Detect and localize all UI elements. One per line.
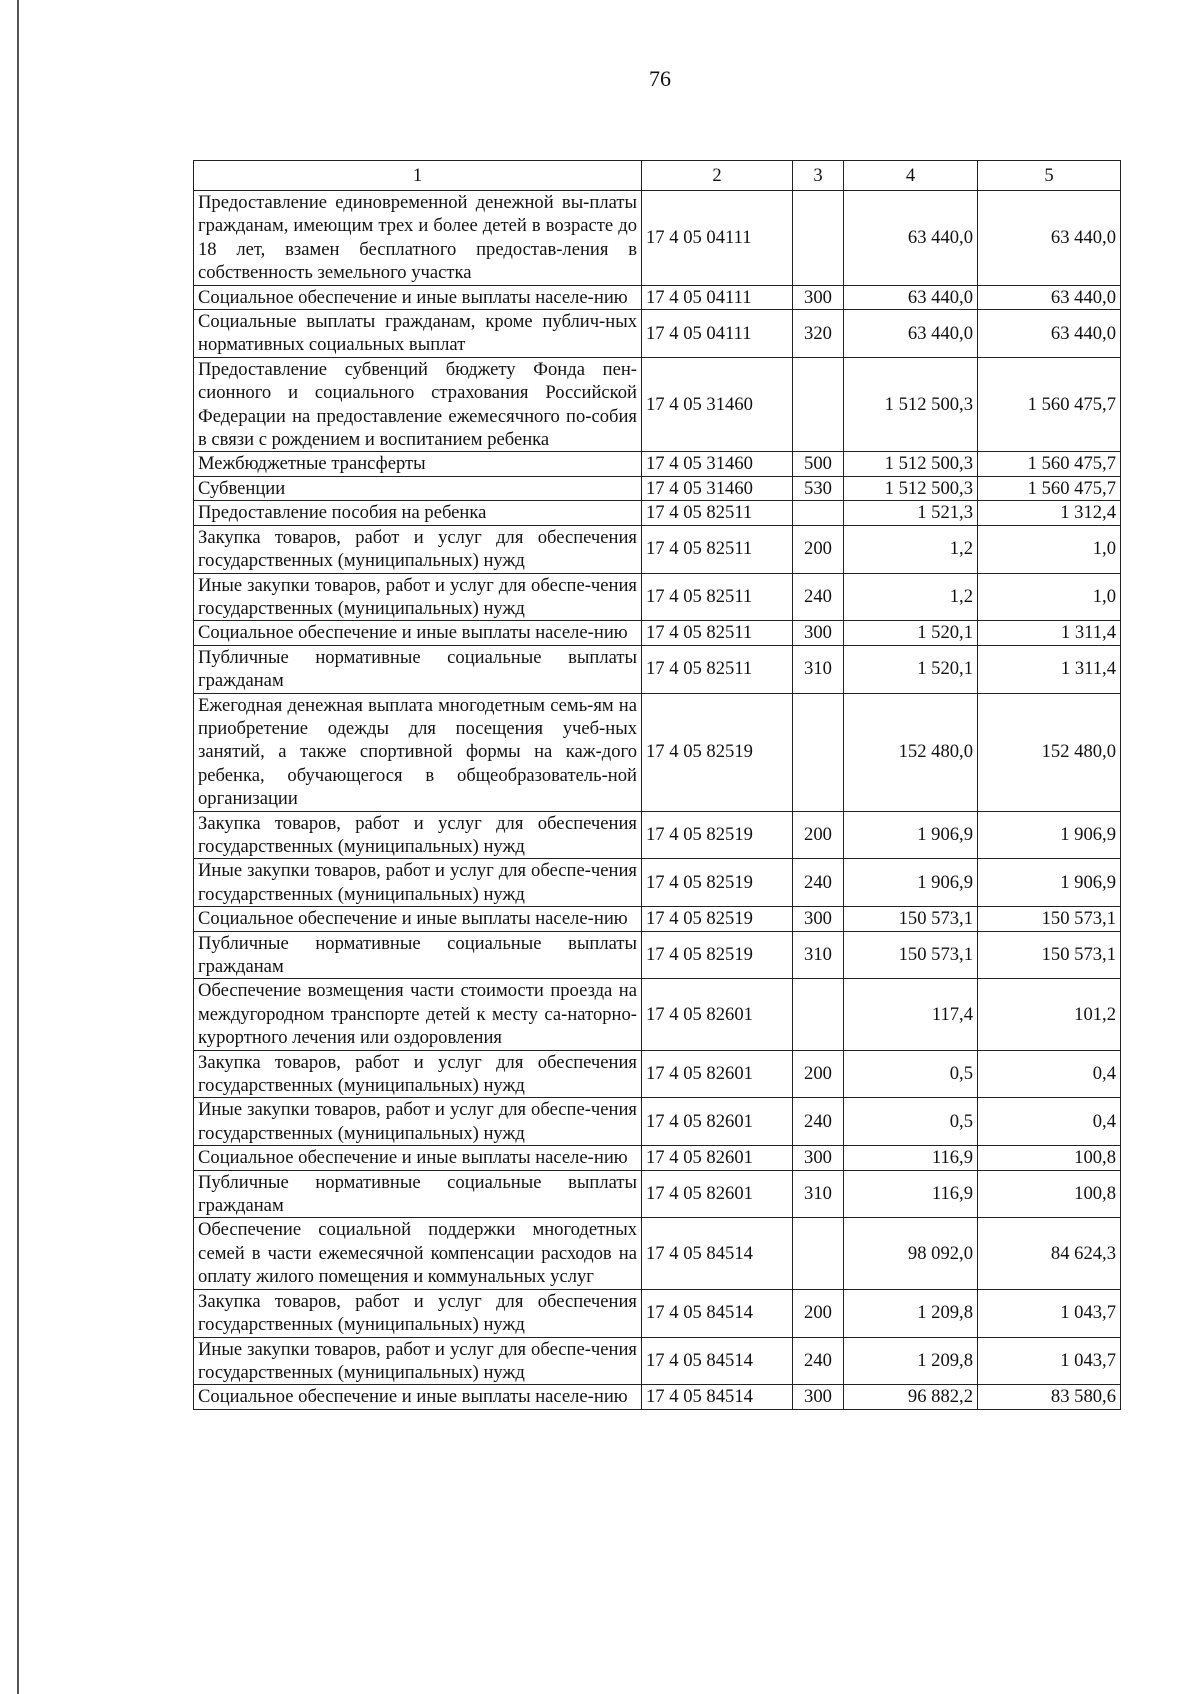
row-value-col4-cell: 0,5 — [844, 1098, 978, 1146]
row-name-cell: Ежегодная денежная выплата многодетным семь-ям на приобретение одежды для посещения учеб-ных занятий, а также спортивной формы на каж-дого ребенка, обучающегося в общеобразователь-ной организации — [194, 693, 642, 811]
row-value-col5-cell: 1,0 — [978, 525, 1121, 573]
row-code-cell: 17 4 05 82601 — [642, 979, 793, 1050]
row-type-cell: 300 — [793, 1146, 844, 1170]
row-type-cell: 200 — [793, 1289, 844, 1337]
row-value-col5-cell: 100,8 — [978, 1170, 1121, 1218]
row-type-cell: 300 — [793, 907, 844, 931]
row-code-cell: 17 4 05 84514 — [642, 1289, 793, 1337]
row-type-cell: 200 — [793, 525, 844, 573]
table-row — [194, 1146, 1121, 1170]
row-value-col5-cell: 1 906,9 — [978, 859, 1121, 907]
row-code-cell: 17 4 05 04111 — [642, 191, 793, 286]
row-type-cell: 310 — [793, 1170, 844, 1218]
table-row — [194, 1289, 1121, 1337]
row-value-col4-cell: 1 512 500,3 — [844, 452, 978, 476]
row-value-col5-cell: 101,2 — [978, 979, 1121, 1050]
row-value-col5-cell: 1 560 475,7 — [978, 357, 1121, 452]
row-name-cell: Иные закупки товаров, работ и услуг для обеспе-чения государственных (муниципальных) нужд — [194, 573, 642, 621]
row-name-cell: Социальное обеспечение и иные выплаты населе-нию — [194, 1385, 642, 1409]
row-code-cell: 17 4 05 82601 — [642, 1098, 793, 1146]
row-value-col5-cell: 1 043,7 — [978, 1337, 1121, 1385]
row-value-col5-cell: 63 440,0 — [978, 191, 1121, 286]
table-row — [194, 907, 1121, 931]
row-name-cell: Социальные выплаты гражданам, кроме публич-ных нормативных социальных выплат — [194, 310, 642, 358]
row-value-col4-cell: 1 906,9 — [844, 811, 978, 859]
row-value-col5-cell: 150 573,1 — [978, 931, 1121, 979]
row-value-col5-cell: 1 311,4 — [978, 621, 1121, 645]
row-code-cell: 17 4 05 82511 — [642, 621, 793, 645]
row-code-cell: 17 4 05 82519 — [642, 907, 793, 931]
row-code-cell: 17 4 05 82601 — [642, 1146, 793, 1170]
row-value-col4-cell: 1 512 500,3 — [844, 476, 978, 500]
table-row — [194, 621, 1121, 645]
table-row — [194, 285, 1121, 309]
row-value-col5-cell: 100,8 — [978, 1146, 1121, 1170]
row-value-col4-cell: 116,9 — [844, 1146, 978, 1170]
row-type-cell: 320 — [793, 310, 844, 358]
row-type-cell: 240 — [793, 859, 844, 907]
table-row — [194, 1170, 1121, 1218]
row-code-cell: 17 4 05 82511 — [642, 501, 793, 525]
row-code-cell: 17 4 05 84514 — [642, 1385, 793, 1409]
row-code-cell: 17 4 05 82511 — [642, 573, 793, 621]
row-value-col4-cell: 1 209,8 — [844, 1289, 978, 1337]
row-type-cell: 300 — [793, 621, 844, 645]
table-row — [194, 931, 1121, 979]
row-value-col4-cell: 98 092,0 — [844, 1218, 978, 1289]
table-row — [194, 1218, 1121, 1289]
row-value-col4-cell: 63 440,0 — [844, 310, 978, 358]
row-value-col4-cell: 150 573,1 — [844, 931, 978, 979]
row-value-col4-cell: 1 520,1 — [844, 621, 978, 645]
row-name-cell: Предоставление единовременной денежной вы-платы гражданам, имеющим трех и более детей в возрасте до 18 лет, взамен бесплатного предостав-ления в собственность земельного участка — [194, 191, 642, 286]
row-value-col5-cell: 63 440,0 — [978, 285, 1121, 309]
row-value-col5-cell: 1 311,4 — [978, 645, 1121, 693]
row-code-cell: 17 4 05 82519 — [642, 859, 793, 907]
table-row — [194, 1098, 1121, 1146]
row-value-col5-cell: 83 580,6 — [978, 1385, 1121, 1409]
budget-table — [193, 160, 1121, 1410]
row-value-col5-cell: 152 480,0 — [978, 693, 1121, 811]
row-name-cell: Социальное обеспечение и иные выплаты населе-нию — [194, 285, 642, 309]
row-name-cell: Публичные нормативные социальные выплаты гражданам — [194, 1170, 642, 1218]
row-value-col5-cell: 84 624,3 — [978, 1218, 1121, 1289]
row-type-cell: 200 — [793, 1050, 844, 1098]
row-type-cell: 200 — [793, 811, 844, 859]
row-value-col5-cell: 63 440,0 — [978, 310, 1121, 358]
row-type-cell: 310 — [793, 645, 844, 693]
row-value-col4-cell: 63 440,0 — [844, 285, 978, 309]
row-code-cell: 17 4 05 31460 — [642, 357, 793, 452]
table-row — [194, 859, 1121, 907]
row-name-cell: Публичные нормативные социальные выплаты гражданам — [194, 931, 642, 979]
row-name-cell: Иные закупки товаров, работ и услуг для обеспе-чения государственных (муниципальных) нужд — [194, 1337, 642, 1385]
row-type-cell — [793, 191, 844, 286]
row-value-col5-cell: 1 560 475,7 — [978, 452, 1121, 476]
row-type-cell: 530 — [793, 476, 844, 500]
row-value-col4-cell: 1 521,3 — [844, 501, 978, 525]
row-code-cell: 17 4 05 82519 — [642, 693, 793, 811]
row-value-col5-cell: 1 312,4 — [978, 501, 1121, 525]
row-code-cell: 17 4 05 82511 — [642, 525, 793, 573]
row-name-cell: Обеспечение возмещения части стоимости проезда на междугородном транспорте детей к месту са-наторно-курортного лечения или оздоровления — [194, 979, 642, 1050]
page-number: 76 — [649, 66, 671, 91]
table-row — [194, 811, 1121, 859]
table-row — [194, 979, 1121, 1050]
header-row — [194, 161, 1121, 191]
row-value-col4-cell: 1,2 — [844, 573, 978, 621]
header-col-3: 3 — [793, 161, 844, 191]
row-value-col4-cell: 1 520,1 — [844, 645, 978, 693]
row-name-cell: Закупка товаров, работ и услуг для обеспечения государственных (муниципальных) нужд — [194, 525, 642, 573]
row-type-cell: 300 — [793, 285, 844, 309]
row-type-cell: 310 — [793, 931, 844, 979]
row-code-cell: 17 4 05 31460 — [642, 476, 793, 500]
row-name-cell: Закупка товаров, работ и услуг для обеспечения государственных (муниципальных) нужд — [194, 1050, 642, 1098]
row-name-cell: Иные закупки товаров, работ и услуг для обеспе-чения государственных (муниципальных) нужд — [194, 1098, 642, 1146]
scan-edge-line — [17, 0, 19, 1694]
row-value-col4-cell: 96 882,2 — [844, 1385, 978, 1409]
table-row — [194, 573, 1121, 621]
row-value-col4-cell: 117,4 — [844, 979, 978, 1050]
row-type-cell — [793, 357, 844, 452]
row-value-col5-cell: 0,4 — [978, 1098, 1121, 1146]
row-value-col5-cell: 1,0 — [978, 573, 1121, 621]
row-code-cell: 17 4 05 82519 — [642, 811, 793, 859]
row-type-cell: 240 — [793, 1337, 844, 1385]
row-value-col5-cell: 1 560 475,7 — [978, 476, 1121, 500]
table-body — [194, 191, 1121, 1410]
table-row — [194, 476, 1121, 500]
row-code-cell: 17 4 05 84514 — [642, 1218, 793, 1289]
row-value-col4-cell: 1 512 500,3 — [844, 357, 978, 452]
row-name-cell: Межбюджетные трансферты — [194, 452, 642, 476]
row-value-col4-cell: 1 906,9 — [844, 859, 978, 907]
table-row — [194, 452, 1121, 476]
row-name-cell: Публичные нормативные социальные выплаты гражданам — [194, 645, 642, 693]
table-row — [194, 525, 1121, 573]
row-type-cell: 240 — [793, 1098, 844, 1146]
row-code-cell: 17 4 05 31460 — [642, 452, 793, 476]
row-type-cell — [793, 501, 844, 525]
row-code-cell: 17 4 05 04111 — [642, 285, 793, 309]
row-name-cell: Социальное обеспечение и иные выплаты населе-нию — [194, 1146, 642, 1170]
row-name-cell: Закупка товаров, работ и услуг для обеспечения государственных (муниципальных) нужд — [194, 811, 642, 859]
table-row — [194, 501, 1121, 525]
table-row — [194, 191, 1121, 286]
table-row — [194, 1385, 1121, 1409]
row-value-col4-cell: 116,9 — [844, 1170, 978, 1218]
row-type-cell — [793, 693, 844, 811]
row-value-col4-cell: 0,5 — [844, 1050, 978, 1098]
table-row — [194, 310, 1121, 358]
header-col-1: 1 — [194, 161, 642, 191]
row-value-col5-cell: 1 906,9 — [978, 811, 1121, 859]
row-type-cell — [793, 1218, 844, 1289]
row-value-col5-cell: 1 043,7 — [978, 1289, 1121, 1337]
row-name-cell: Иные закупки товаров, работ и услуг для обеспе-чения государственных (муниципальных) нужд — [194, 859, 642, 907]
row-value-col4-cell: 1,2 — [844, 525, 978, 573]
row-name-cell: Предоставление субвенций бюджету Фонда пен-сионного и социального страхования Российской Федерации на предоставление ежемесячного по-собия в связи с рождением и воспитанием ребенка — [194, 357, 642, 452]
row-name-cell: Субвенции — [194, 476, 642, 500]
row-code-cell: 17 4 05 82511 — [642, 645, 793, 693]
row-name-cell: Социальное обеспечение и иные выплаты населе-нию — [194, 621, 642, 645]
table-row — [194, 1337, 1121, 1385]
header-col-2: 2 — [642, 161, 793, 191]
row-name-cell: Закупка товаров, работ и услуг для обеспечения государственных (муниципальных) нужд — [194, 1289, 642, 1337]
table-row — [194, 357, 1121, 452]
header-col-4: 4 — [844, 161, 978, 191]
row-type-cell — [793, 979, 844, 1050]
row-value-col4-cell: 150 573,1 — [844, 907, 978, 931]
row-code-cell: 17 4 05 84514 — [642, 1337, 793, 1385]
table-row — [194, 645, 1121, 693]
row-type-cell: 300 — [793, 1385, 844, 1409]
row-type-cell: 240 — [793, 573, 844, 621]
table-row — [194, 1050, 1121, 1098]
row-name-cell: Социальное обеспечение и иные выплаты населе-нию — [194, 907, 642, 931]
row-name-cell: Предоставление пособия на ребенка — [194, 501, 642, 525]
row-code-cell: 17 4 05 82601 — [642, 1050, 793, 1098]
table-header — [194, 161, 1121, 191]
table-row — [194, 693, 1121, 811]
row-type-cell: 500 — [793, 452, 844, 476]
row-value-col4-cell: 1 209,8 — [844, 1337, 978, 1385]
row-name-cell: Обеспечение социальной поддержки многодетных семей в части ежемесячной компенсации расходов на оплату жилого помещения и коммунальных услуг — [194, 1218, 642, 1289]
row-value-col5-cell: 0,4 — [978, 1050, 1121, 1098]
row-code-cell: 17 4 05 04111 — [642, 310, 793, 358]
header-col-5: 5 — [978, 161, 1121, 191]
row-code-cell: 17 4 05 82601 — [642, 1170, 793, 1218]
row-value-col4-cell: 63 440,0 — [844, 191, 978, 286]
row-value-col4-cell: 152 480,0 — [844, 693, 978, 811]
row-code-cell: 17 4 05 82519 — [642, 931, 793, 979]
row-value-col5-cell: 150 573,1 — [978, 907, 1121, 931]
